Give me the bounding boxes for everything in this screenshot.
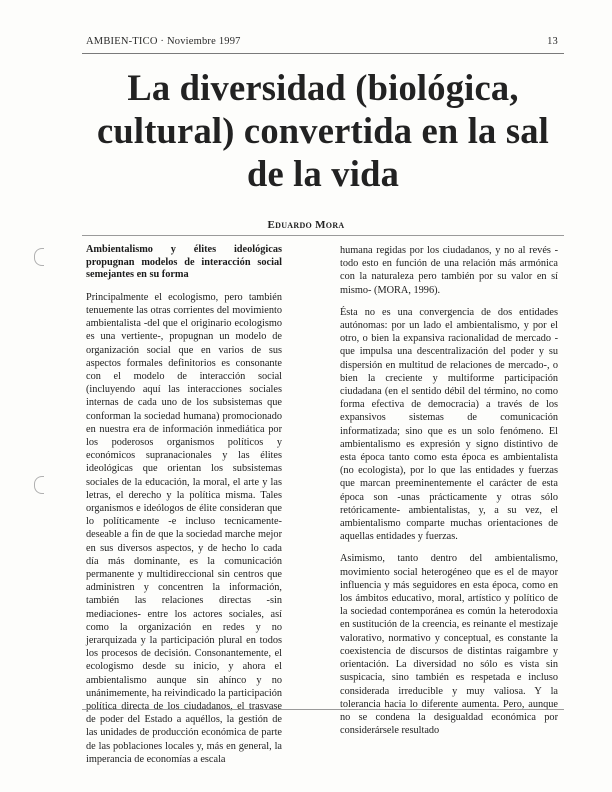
title-line-3: de la vida [246,153,400,194]
left-column [86,244,282,766]
page-number: 13 [547,36,558,47]
body-paragraph: Asimismo, tanto dentro del ambientalismo, movimiento social heterogéneo que es el de mayor influencia y más seguidores en esta época, como en los ámbitos educativo, moral, artístico y político de la sociedad contemporánea es común la heterodoxia en sustitución de la creencia, es reinante el mestizaje valorativo, normativo y conceptual, es constante la coexistencia de discursos de distintas raigambre y orientación. La diversidad no sólo es vista sin suspicacia, sino también es respetada e incluso considerada irreducible y muy valiosa. Y la tolerancia hacia lo diferente aumenta. Pero, aunque no se condena la desigualdad económica por considerársele resultado [340,553,558,737]
title-line-1: La diversidad (biológica, [127,67,519,108]
lead-paragraph: Ambientalismo y élites ideológicas propugnan modelos de interacción social semejantes en su forma [86,244,282,281]
title-line-2: cultural) convertida en la sal [96,110,550,151]
author-rule [82,235,564,236]
right-column [340,244,558,746]
footer-rule [82,709,564,710]
binder-hole-mark [34,248,44,266]
body-paragraph: Principalmente el ecologismo, pero también tenuemente las otras corrientes del movimiento ambientalista -del que el originario ecologismo es una vertiente-, propugnan un modelo de organización social que en varios de sus aspectos formales definitorios es consonante con el modelo de interacción social (incluyendo aquí las interacciones sociales internas de cada uno de los subsistemas que conforman la sociedad humana) promocionado en nuestra era de información inmediática por los poderosos organismos políticos y económicos supranacionales y las élites ideológicas que orientan los subsistemas sociales de la educación, la moral, el arte y las letras, el derecho y la política misma. Tales organismos e ideólogos de élite consideran que lo políticamente -e incluso tecnicamente- deseable a fin de que la sociedad marche mejor en sus diversos aspectos, y de hecho lo cada día más dominante, es la comunicación permanente y multidireccional sin centros que administren y concentren la información, también las relaciones directas -sin mediaciones- entre los actores sociales, así como la organización en redes y no jerarquizada y la participación plural en todos los procesos de decisión. Consonantemente, el ecologismo desde su inicio, y ahora el ambientalismo aunque sin ahínco y no unánimemente, ha reivindicado la participación política directa de los ciudadanos, el trasvase de poder del Estado a aquéllos, la gestión de las unidades de producción económica de parte de las poblaciones locales y, más en general, la imperancia de economías a escala [86,291,282,765]
body-paragraph: Ésta no es una convergencia de dos entidades autónomas: por un lado el ambientalismo, y por el otro, o bien la expansiva racionalidad de mercado -que impulsa una descentralización del poder y su dispersión en multitud de relaciones de mercado-, o bien la creciente y multiforme participación ciudadana (en el sentido débil del término, no como forma efectiva de democracia) a través de los expansivos sistemas de comunicación informatizada; sino que es un solo fenómeno. El ambientalismo es expresión y signo distintivo de esta época tanto como esta época es ambientalista (no ecologista), por lo que las entidades y fuerzas que marcan preeminentemente el carácter de esta época son -unas prácticamente y otras sólo retóricamente- ambientalistas, y, a su vez, el ambientalismo comparte muchas orientaciones de aquellas entidades y fuerzas. [340,306,558,543]
binder-hole-mark [34,476,44,494]
publication-info: AMBIEN-TICO · Noviembre 1997 [86,36,241,47]
article-title [82,66,564,195]
body-paragraph: humana regidas por los ciudadanos, y no al revés -todo esto en función de una relación más armónica con la naturaleza pero también por su valor en sí mismo- (MORA, 1996). [340,245,558,296]
header-rule [82,53,564,54]
article-author: Eduardo Mora [267,219,345,231]
